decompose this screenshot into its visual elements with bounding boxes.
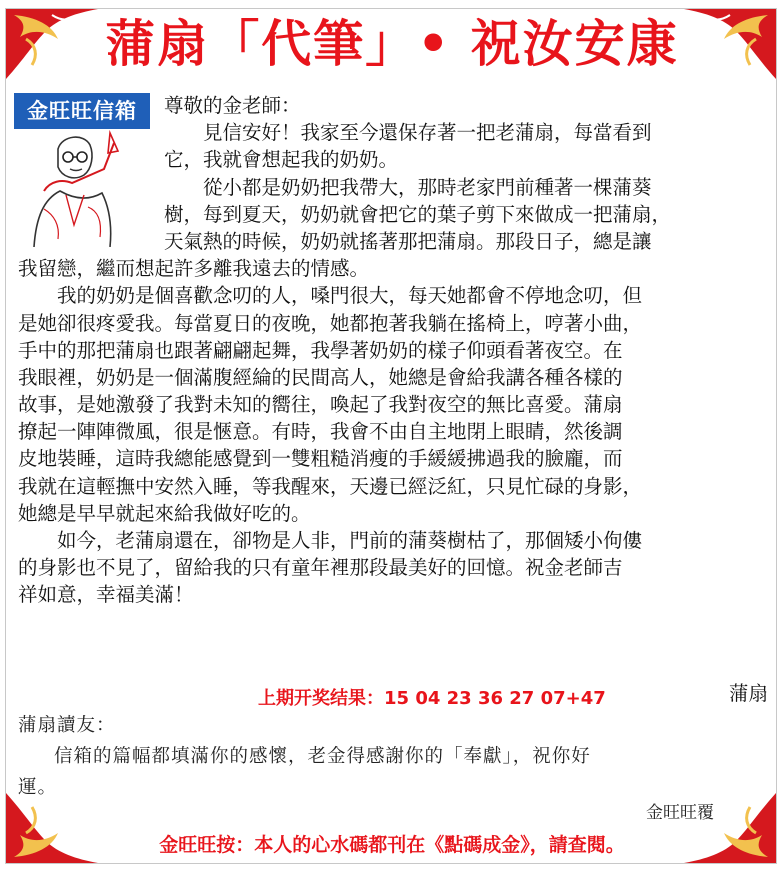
letter-line: 我留戀，繼而想起許多離我遠去的情感。: [18, 257, 370, 281]
letter-line: 的身影也不見了，留給我的只有童年裡那段最美好的回憶。祝金老師吉: [18, 556, 623, 580]
editor-reply: [18, 710, 768, 803]
letter-line: 我就在這輕撫中安然入睡，等我醒來，天邊已經泛紅，只見忙碌的身影，: [18, 474, 643, 498]
letter-line: 如今，老蒲扇還在，卻物是人非，門前的蒲葵樹枯了，那個矮小佝僂: [18, 529, 643, 552]
letter-line: 我眼裡，奶奶是一個滿腹經綸的民間高人，她總是會給我講各種各樣的: [18, 365, 623, 389]
letter-line: 見信安好！我家至今還保存著一把老蒲扇，每當看到: [164, 121, 652, 145]
letter-line: 我的奶奶是個喜歡念叨的人，嗓門很大，每天她都會不停地念叨，但: [18, 284, 643, 308]
reply-line: 運。: [18, 777, 58, 798]
letter-line: 撩起一陣陣微風，很是愜意。有時，我會不由自主地閉上眼睛，然後調: [18, 420, 623, 444]
letter-line: 從小都是奶奶把我帶大，那時老家門前種著一棵蒲葵: [164, 175, 652, 199]
footer-note: 金旺旺按：本人的心水碼都刊在《點碼成金》，請查閱。: [159, 834, 625, 856]
letter-line: 天氣熱的時候，奶奶就搖著那把蒲扇。那段日子，總是讓: [164, 229, 652, 253]
letter-line: 手中的那把蒲扇也跟著翩翩起舞，我學著奶奶的樣子仰頭看著夜空。在: [18, 338, 623, 362]
letter-line: 樹，每到夏天，奶奶就會把它的葉子剪下來做成一把蒲扇，: [164, 202, 672, 226]
letter-line: 祥如意，幸福美滿！: [18, 583, 194, 607]
letter-line: 她總是早早就起來給我做好吃的。: [18, 501, 311, 525]
letter-line: 故事，是她激發了我對未知的嚮往，喚起了我對夜空的無比喜愛。蒲扇: [18, 393, 623, 417]
reply-salutation: 蒲扇讀友：: [18, 715, 116, 736]
letter-signature: 蒲扇: [728, 682, 768, 705]
letter-line: 是她卻很疼愛我。每當夏日的夜晚，她都抱著我躺在搖椅上，哼著小曲，: [18, 311, 643, 335]
letter-body: [18, 92, 770, 609]
letter-salutation: 尊敬的金老師：: [164, 94, 301, 117]
letter-line: 它，我就會想起我的奶奶。: [164, 148, 399, 172]
column-label: 金旺旺信箱: [14, 93, 150, 129]
reply-line: 信箱的篇幅都填滿你的感懷，老金得感謝你的「奉獻」，祝你好: [54, 746, 591, 767]
letter-line: 皮地裝睡，這時我總能感覺到一雙粗糙消瘦的手緩緩拂過我的臉龐，而: [18, 447, 623, 471]
lottery-result: 上期开奖结果：15 04 23 36 27 07+47: [258, 688, 606, 709]
page-title: 蒲扇「代筆」• 祝汝安康: [105, 15, 679, 73]
reply-signature: 金旺旺覆: [646, 803, 714, 823]
